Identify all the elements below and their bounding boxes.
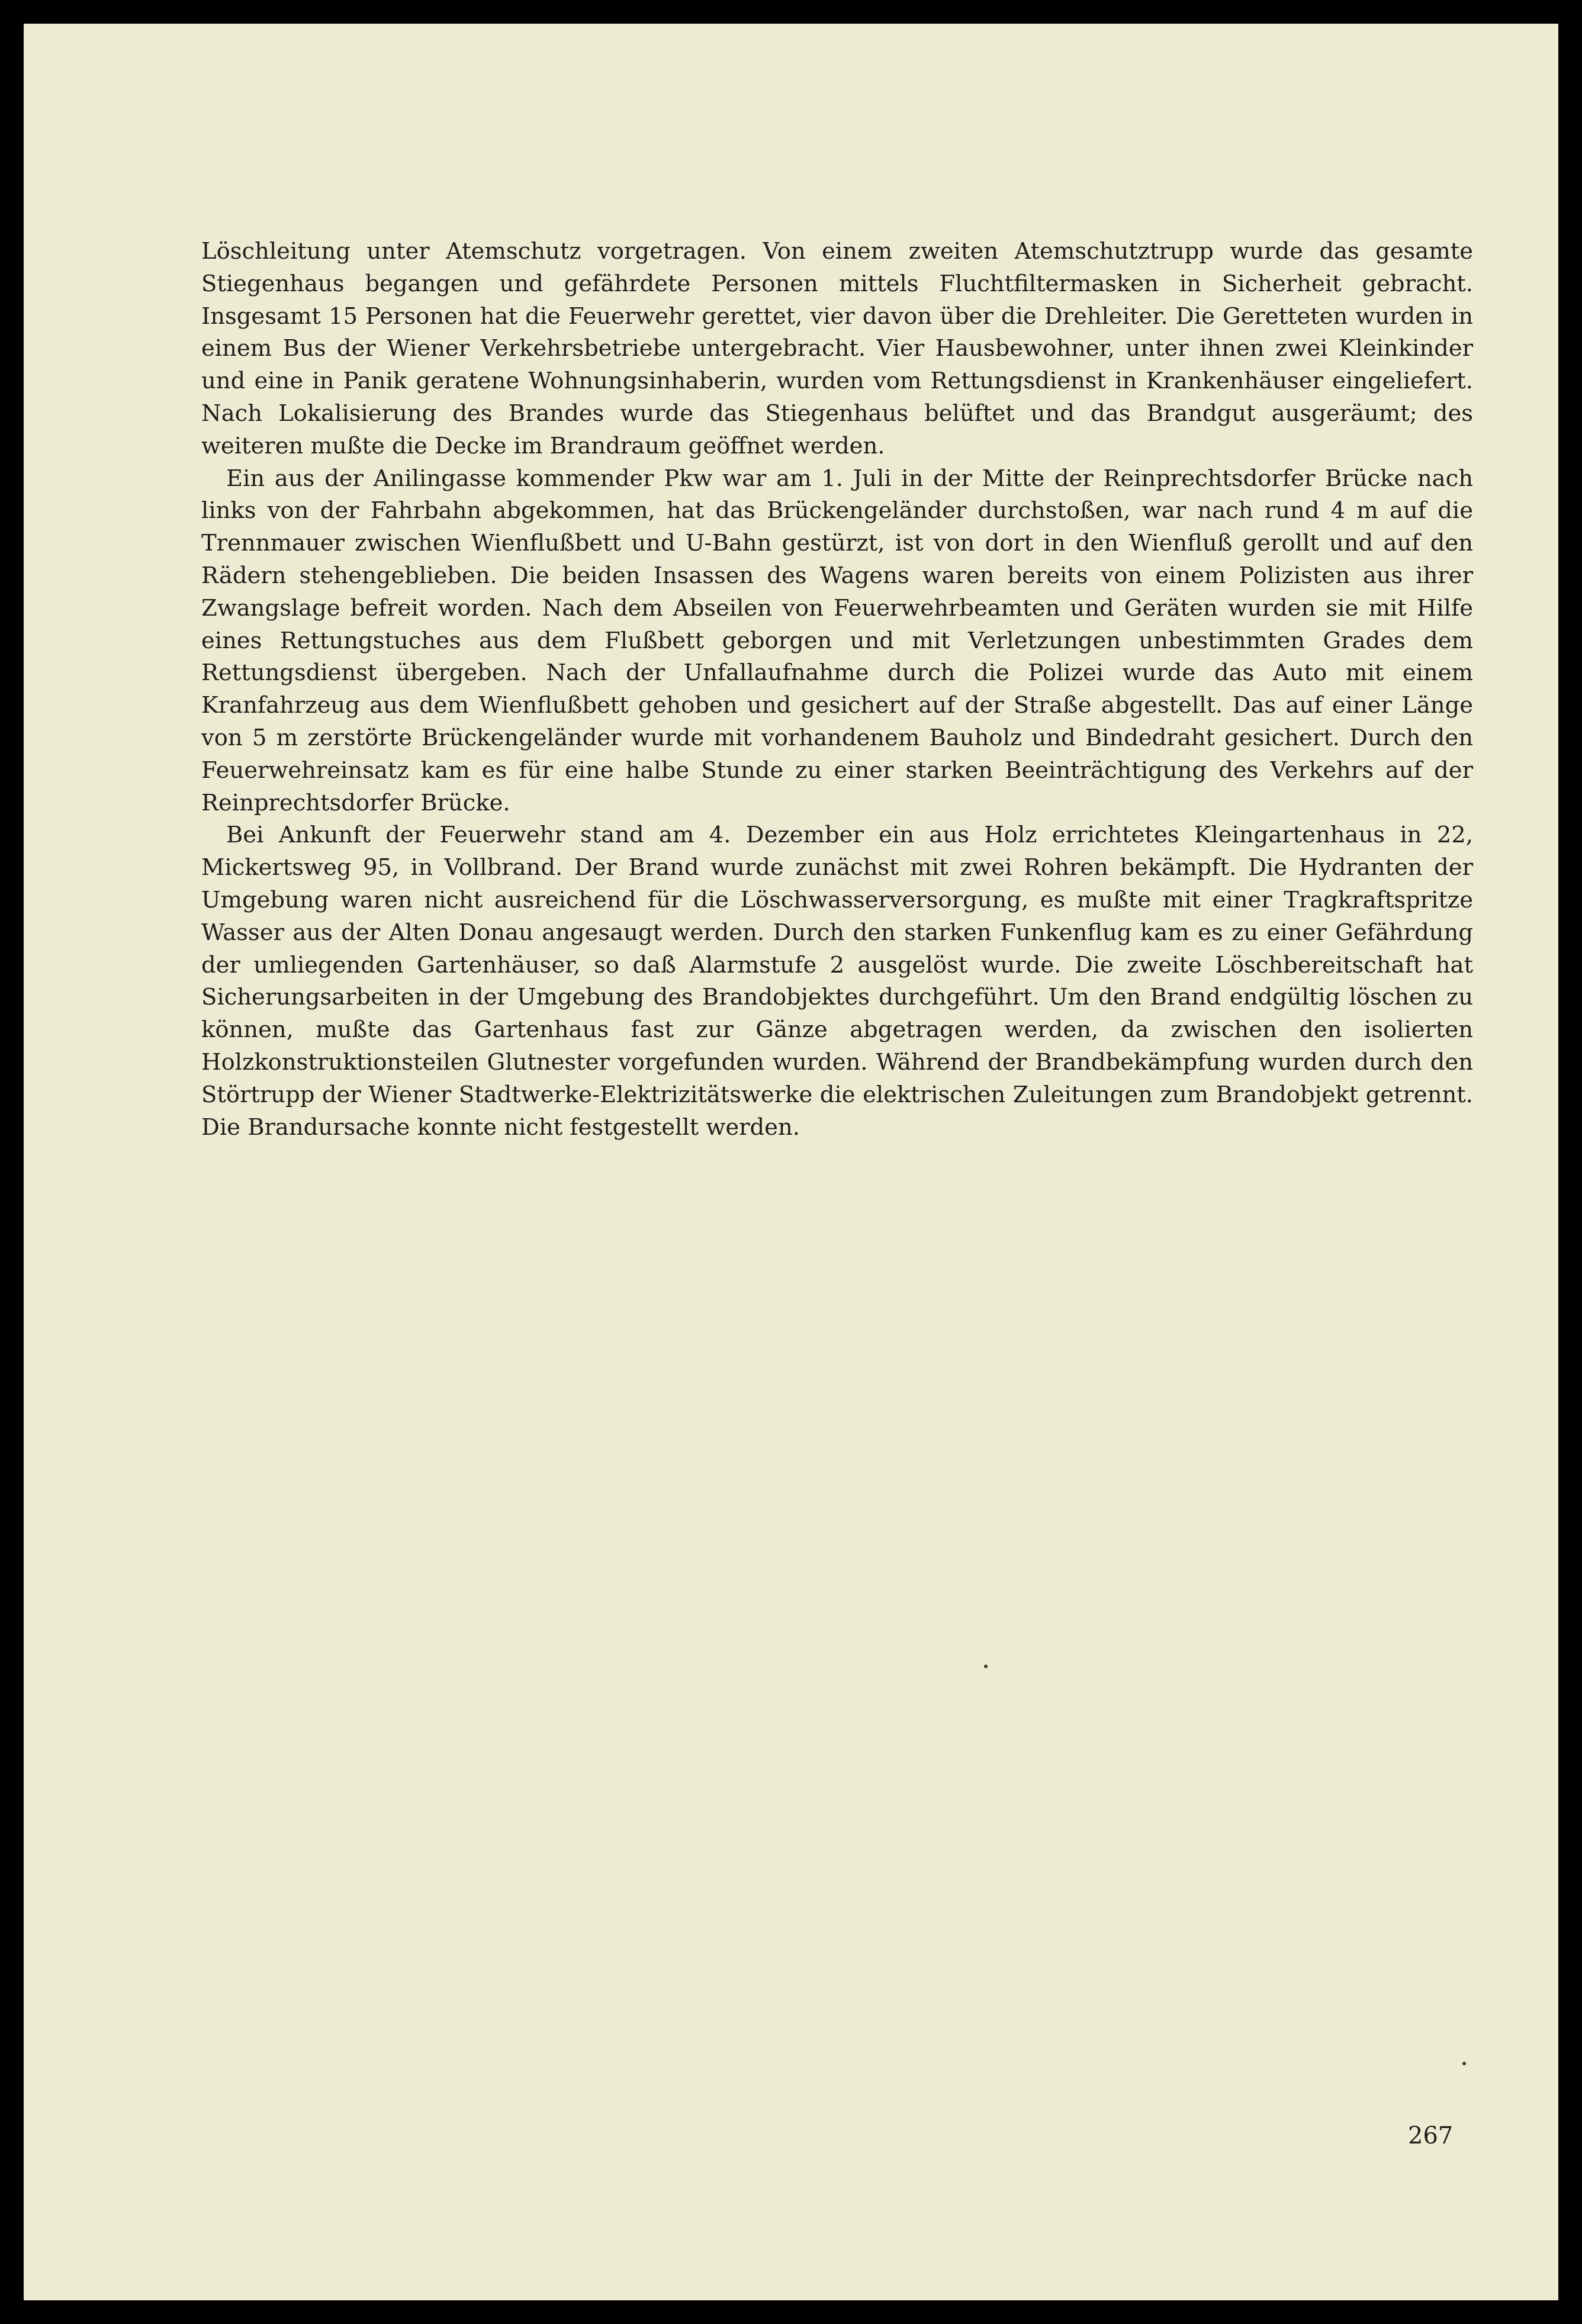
document-page [24,24,1558,2300]
scan-speck [1462,2062,1466,2065]
paragraph-3: Bei Ankunft der Feuerwehr stand am 4. Dezember ein aus Holz errichtetes Kleingartenhaus in 22, Mickertsweg 95, in Vollbrand. Der Brand wurde zunächst mit zwei Rohren bekämpft. Die Hydranten der Umgebung waren nicht ausreichend für die Löschwasserversorgung, es mußte mit einer Tragkraftspritze Wasser aus der Alten Donau angesaugt werden. Durch den starken Funkenflug kam es zu einer Gefährdung der umliegenden Gartenhäuser, so daß Alarmstufe 2 ausgelöst wurde. Die zweite Löschbereitschaft hat Sicherungsarbeiten in der Umgebung des Brandobjektes durchgeführt. Um den Brand endgültig löschen zu können, mußte das Gartenhaus fast zur Gänze abgetragen werden, da zwischen den isolierten Holzkonstruktionsteilen Glutnester vorgefunden wurden. Während der Brandbekämpfung wurden durch den Störtrupp der Wiener Stadtwerke-Elektrizitätswerke die elektrischen Zuleitungen zum Brandobjekt getrennt. Die Brandursache konnte nicht festgestellt werden. [201,822,1473,1141]
page-number: 267 [1408,2122,1454,2149]
scan-speck [984,1665,988,1668]
paragraph-1: Löschleitung unter Atemschutz vorgetragen. Von einem zweiten Atemschutztrupp wurde das gesamte Stiegenhaus begangen und gefährdete Personen mittels Fluchtfiltermasken in Sicherheit gebracht. Insgesamt 15 Personen hat die Feuerwehr gerettet, vier davon über die Drehleiter. Die Geretteten wurden in einem Bus der Wiener Verkehrsbetriebe untergebracht. Vier Hausbewohner, unter ihnen zwei Kleinkinder und eine in Panik geratene Wohnungsinhaberin, wurden vom Rettungsdienst in Krankenhäuser eingeliefert. Nach Lokalisierung des Brandes wurde das Stiegenhaus belüftet und das Brandgut ausgeräumt; des weiteren mußte die Decke im Brandraum geöffnet werden. [201,238,1473,459]
paragraph-2: Ein aus der Anilingasse kommender Pkw war am 1. Juli in der Mitte der Reinprechtsdorfer Brücke nach links von der Fahrbahn abgekommen, hat das Brückengeländer durchstoßen, war nach rund 4 m auf die Trennmauer zwischen Wienflußbett und U-Bahn gestürzt, ist von dort in den Wienfluß gerollt und auf den Rädern stehengeblieben. Die beiden Insassen des Wagens waren bereits von einem Polizisten aus ihrer Zwangslage befreit worden. Nach dem Abseilen von Feuerwehrbeamten und Geräten wurden sie mit Hilfe eines Rettungstuches aus dem Flußbett geborgen und mit Verletzungen unbestimmten Grades dem Rettungsdienst übergeben. Nach der Unfallaufnahme durch die Polizei wurde das Auto mit einem Kranfahrzeug aus dem Wienflußbett gehoben und gesichert auf der Straße abgestellt. Das auf einer Länge von 5 m zerstörte Brückengeländer wurde mit vorhandenem Bauholz und Bindedraht gesichert. Durch den Feuerwehreinsatz kam es für eine halbe Stunde zu einer starken Beeinträchtigung des Verkehrs auf der Reinprechtsdorfer Brücke. [201,465,1473,816]
body-text [201,236,1473,1144]
